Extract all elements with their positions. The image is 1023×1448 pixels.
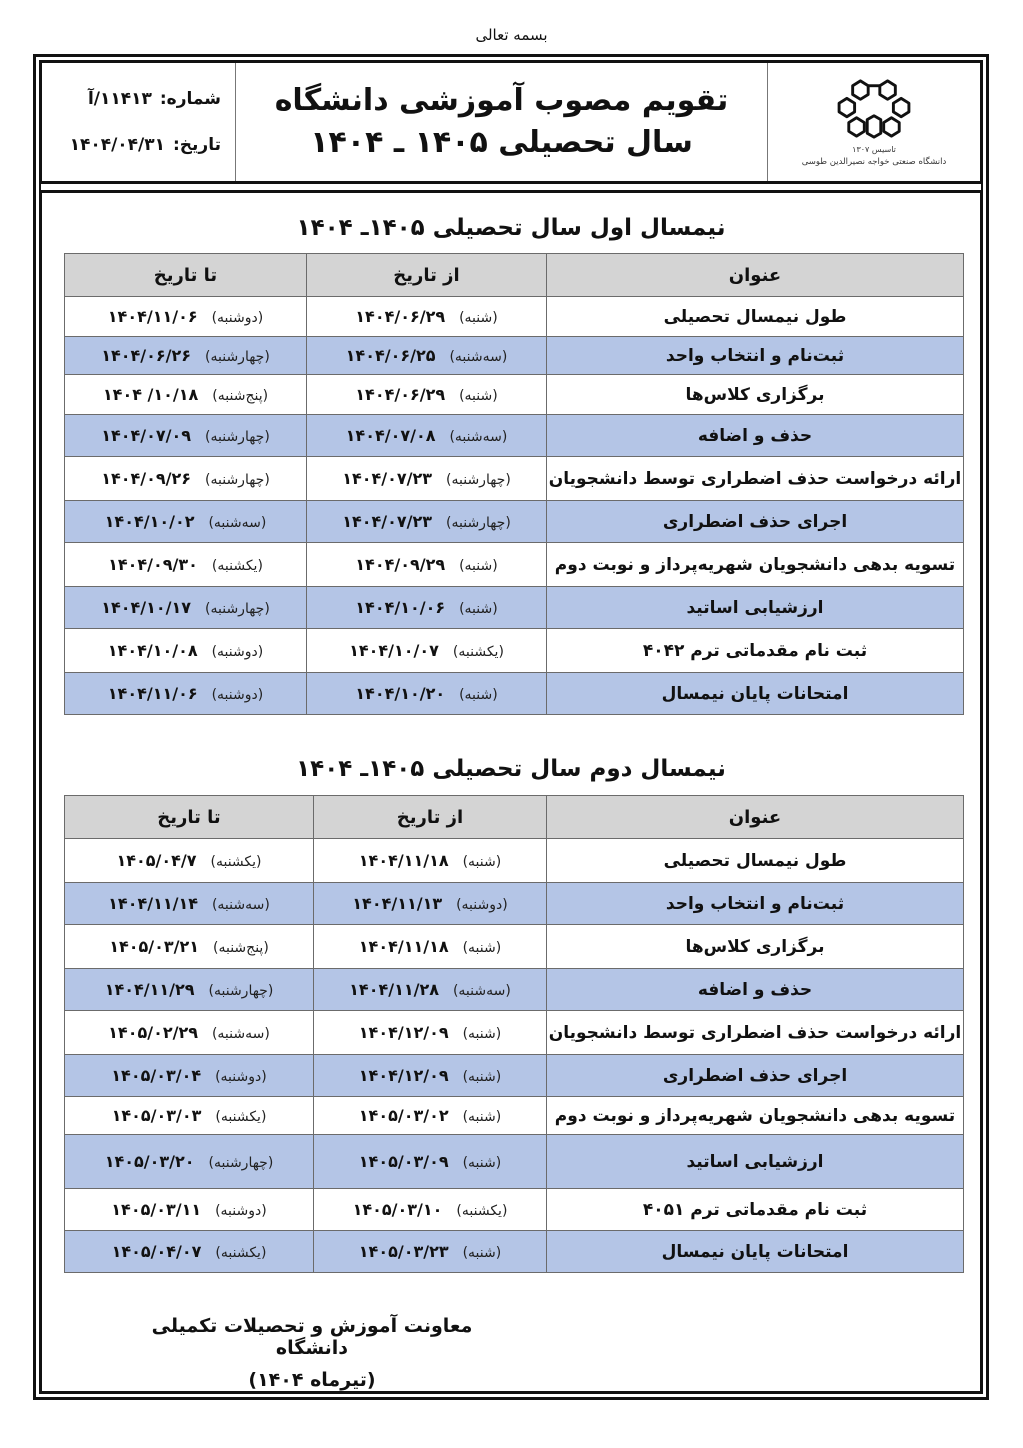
- table-row: [65, 1231, 964, 1273]
- semester1-heading: نیمسال اول سال تحصیلی ۱۴۰۵ـ ۱۴۰۴: [296, 215, 726, 241]
- to-weekday: (یکشنبه): [215, 1245, 267, 1261]
- to-weekday: (چهارشنبه): [205, 601, 270, 617]
- to-weekday: (دوشنبه): [211, 687, 264, 703]
- to-weekday: (چهارشنبه): [208, 1155, 274, 1171]
- to-date: ۱۴۰۴/۱۰/۰۸: [107, 641, 198, 660]
- to-date: ۱۴۰۵/۰۳/۱۱: [111, 1200, 202, 1219]
- to-date-cell: [65, 673, 307, 715]
- table-row: [65, 1055, 964, 1097]
- table-header-row: [65, 254, 964, 297]
- event-title: اجرای حذف اضطراری: [547, 501, 964, 543]
- from-date-cell: [307, 543, 547, 587]
- from-weekday: (دوشنبه): [456, 897, 508, 913]
- to-date: ۱۴۰۴/۱۰/۱۷: [101, 598, 192, 617]
- title-block: [235, 63, 767, 181]
- from-weekday: (چهارشنبه): [446, 515, 511, 531]
- from-date: ۱۴۰۴/۱۱/۲۸: [349, 980, 439, 999]
- calendar-body: [39, 190, 983, 1394]
- from-date-cell: [307, 501, 547, 543]
- table-row: [65, 587, 964, 629]
- column-header-from: از تاریخ: [314, 796, 547, 839]
- from-date-cell: [307, 415, 547, 457]
- number-label: شماره:: [159, 89, 221, 109]
- to-date-cell: [65, 629, 307, 673]
- from-weekday: (شنبه): [462, 1155, 502, 1171]
- from-date: ۱۴۰۴/۱۱/۱۸: [358, 937, 449, 956]
- event-title: ثبت نام مقدماتی ترم ۴۰۴۲: [547, 629, 964, 673]
- table-row: [65, 1011, 964, 1055]
- signature-block: [132, 1315, 492, 1391]
- from-weekday: (شنبه): [462, 1245, 502, 1261]
- to-date-cell: [65, 587, 307, 629]
- table-row: [65, 1189, 964, 1231]
- from-weekday: (یکشنبه): [456, 1203, 508, 1219]
- to-date-cell: [65, 457, 307, 501]
- to-weekday: (دوشنبه): [215, 1069, 267, 1085]
- to-weekday: (دوشنبه): [215, 1203, 267, 1219]
- from-weekday: (شنبه): [462, 1109, 502, 1125]
- from-date: ۱۴۰۵/۰۳/۲۳: [358, 1242, 449, 1261]
- to-date: ۱۴۰۴/۰۹/۳۰: [108, 555, 198, 574]
- event-title: حذف و اضافه: [547, 969, 964, 1011]
- from-weekday: (شنبه): [459, 388, 498, 404]
- table-row: [65, 543, 964, 587]
- from-date-cell: [307, 457, 547, 501]
- table-row: [65, 337, 964, 375]
- from-weekday: (سه‌شنبه): [452, 983, 511, 999]
- from-date: ۱۴۰۴/۱۲/۰۹: [358, 1023, 449, 1042]
- table-row: [65, 629, 964, 673]
- to-date-cell: [65, 1097, 314, 1135]
- to-weekday: (پنج‌شنبه): [212, 388, 269, 404]
- date-label: تاریخ:: [173, 135, 221, 155]
- from-date-cell: [314, 883, 547, 925]
- to-weekday: (چهارشنبه): [205, 429, 270, 445]
- letter-date: [56, 135, 221, 155]
- to-date-cell: [65, 501, 307, 543]
- from-date: ۱۴۰۴/۰۶/۲۵: [345, 346, 436, 365]
- table-row: [65, 457, 964, 501]
- to-weekday: (دوشنبه): [211, 310, 264, 326]
- event-title: حذف و اضافه: [547, 415, 964, 457]
- logo-block: [767, 63, 980, 181]
- to-date: ۱۴۰۵/۰۳/۰۴: [111, 1066, 202, 1085]
- to-weekday: (یکشنبه): [210, 854, 262, 870]
- from-weekday: (شنبه): [462, 854, 502, 870]
- to-date: ۱۴۰۴/۱۱/۱۴: [108, 894, 198, 913]
- from-date-cell: [314, 925, 547, 969]
- to-weekday: (سه‌شنبه): [211, 897, 270, 913]
- event-title: طول نیمسال تحصیلی: [547, 297, 964, 337]
- from-date-cell: [314, 1097, 547, 1135]
- from-date-cell: [314, 839, 547, 883]
- to-date: ۱۴۰۴/۱۰/۰۲: [104, 512, 195, 531]
- from-date-cell: [307, 297, 547, 337]
- to-date-cell: [65, 839, 314, 883]
- meta-block: [42, 63, 235, 181]
- to-date-cell: [65, 1055, 314, 1097]
- from-weekday: (سه‌شنبه): [449, 349, 508, 365]
- from-date: ۱۴۰۴/۱۰/۲۰: [355, 684, 446, 703]
- from-date: ۱۴۰۵/۰۳/۰۹: [358, 1152, 449, 1171]
- signature-line: معاونت آموزش و تحصیلات تکمیلی دانشگاه: [151, 1315, 473, 1359]
- to-date: ۱۴۰۴/۱۱/۰۶: [107, 684, 198, 703]
- top-caption: بسمه تعالی: [475, 26, 548, 44]
- event-title: ثبت‌نام و انتخاب واحد: [547, 337, 964, 375]
- to-weekday: (یکشنبه): [211, 558, 263, 574]
- to-date: ۱۴۰۵/۰۳/۲۰: [104, 1152, 195, 1171]
- to-date-cell: [65, 1135, 314, 1189]
- to-date: ۱۴۰۵/۰۴/۷: [116, 851, 197, 870]
- to-date: ۱۴۰۵/۰۳/۰۳: [111, 1106, 202, 1125]
- from-date: ۱۴۰۴/۱۲/۰۹: [358, 1066, 449, 1085]
- from-date: ۱۴۰۵/۰۳/۰۲: [358, 1106, 449, 1125]
- table-row: [65, 925, 964, 969]
- letter-number: [56, 89, 221, 109]
- to-date-cell: [65, 969, 314, 1011]
- from-date-cell: [307, 673, 547, 715]
- table-row: [65, 297, 964, 337]
- event-title: ارائه درخواست حذف اضطراری توسط دانشجویان: [547, 1011, 964, 1055]
- from-weekday: (شنبه): [459, 558, 498, 574]
- to-date-cell: [65, 1011, 314, 1055]
- event-title: تسویه بدهی دانشجویان شهریه‌پرداز و نوبت دوم: [547, 543, 964, 587]
- from-weekday: (شنبه): [462, 1069, 502, 1085]
- from-date: ۱۴۰۴/۰۷/۲۳: [342, 512, 433, 531]
- to-weekday: (پنج‌شنبه): [213, 940, 269, 956]
- from-date-cell: [307, 337, 547, 375]
- from-date: ۱۴۰۴/۱۰/۰۷: [349, 641, 439, 660]
- column-header-from: از تاریخ: [307, 254, 547, 297]
- logo-established: تاسیس ۱۳۰۷: [852, 145, 896, 154]
- to-date-cell: [65, 1189, 314, 1231]
- to-date-cell: [65, 297, 307, 337]
- from-weekday: (شنبه): [462, 940, 502, 956]
- event-title: تسویه بدهی دانشجویان شهریه‌پرداز و نوبت دوم: [547, 1097, 964, 1135]
- university-name: دانشگاه صنعتی خواجه نصیرالدین طوسی: [801, 157, 947, 167]
- event-title: برگزاری کلاس‌ها: [547, 375, 964, 415]
- to-weekday: (دوشنبه): [211, 644, 264, 660]
- table-row: [65, 375, 964, 415]
- from-date-cell: [307, 587, 547, 629]
- column-header-title: عنوان: [547, 254, 964, 297]
- document-header: [39, 60, 983, 184]
- signature-date: (تیرماه ۱۴۰۴): [248, 1369, 376, 1391]
- from-date: ۱۴۰۴/۰۷/۲۳: [342, 469, 433, 488]
- to-weekday: (سه‌شنبه): [208, 515, 267, 531]
- to-date-cell: [65, 543, 307, 587]
- column-header-to: تا تاریخ: [65, 254, 307, 297]
- table-row: [65, 883, 964, 925]
- to-date: ۱۴۰۴/۱۱/۰۶: [107, 307, 198, 326]
- semester2-table: [64, 795, 964, 1273]
- university-logo-icon: [835, 77, 913, 141]
- to-date: ۱۴۰۴/۰۶/۲۶: [101, 346, 192, 365]
- to-date: ۱۴۰۴/۰۹/۲۶: [101, 469, 192, 488]
- table-row: [65, 501, 964, 543]
- from-date-cell: [307, 629, 547, 673]
- event-title: ثبت نام مقدماتی ترم ۴۰۵۱: [547, 1189, 964, 1231]
- to-date-cell: [65, 375, 307, 415]
- to-weekday: (چهارشنبه): [205, 349, 270, 365]
- table-header-row: [65, 796, 964, 839]
- from-date-cell: [314, 1231, 547, 1273]
- event-title: طول نیمسال تحصیلی: [547, 839, 964, 883]
- to-date: ۱۴۰۵/۰۳/۲۱: [109, 937, 200, 956]
- to-date-cell: [65, 883, 314, 925]
- to-date-cell: [65, 337, 307, 375]
- from-date: ۱۴۰۴/۱۱/۱۸: [358, 851, 449, 870]
- event-title: اجرای حذف اضطراری: [547, 1055, 964, 1097]
- from-weekday: (سه‌شنبه): [449, 429, 508, 445]
- from-date-cell: [314, 1189, 547, 1231]
- academic-year: سال تحصیلی ۱۴۰۵ ـ ۱۴۰۴: [310, 124, 693, 160]
- event-title: ارزشیابی اساتید: [547, 587, 964, 629]
- from-date: ۱۴۰۴/۰۹/۲۹: [355, 555, 446, 574]
- table-row: [65, 839, 964, 883]
- semester2-heading: نیمسال دوم سال تحصیلی ۱۴۰۵ـ ۱۴۰۴: [296, 756, 726, 782]
- from-weekday: (چهارشنبه): [446, 472, 511, 488]
- event-title: ثبت‌نام و انتخاب واحد: [547, 883, 964, 925]
- to-weekday: (یکشنبه): [215, 1109, 267, 1125]
- from-date: ۱۴۰۴/۰۷/۰۸: [345, 426, 436, 445]
- event-title: امتحانات پایان نیمسال: [547, 1231, 964, 1273]
- table-row: [65, 1097, 964, 1135]
- to-date-cell: [65, 1231, 314, 1273]
- to-date: ۱۴۰۴ /۱۰/۱۸: [102, 385, 199, 404]
- to-date: ۱۴۰۴/۰۷/۰۹: [101, 426, 192, 445]
- table-row: [65, 673, 964, 715]
- from-weekday: (شنبه): [462, 1026, 502, 1042]
- event-title: برگزاری کلاس‌ها: [547, 925, 964, 969]
- date-value: ۱۴۰۴/۰۴/۳۱: [69, 135, 165, 155]
- from-date-cell: [314, 1011, 547, 1055]
- to-weekday: (چهارشنبه): [205, 472, 270, 488]
- table-row: [65, 969, 964, 1011]
- from-weekday: (شنبه): [459, 310, 498, 326]
- to-weekday: (سه‌شنبه): [211, 1026, 270, 1042]
- table-row: [65, 1135, 964, 1189]
- from-date: ۱۴۰۵/۰۳/۱۰: [352, 1200, 443, 1219]
- event-title: ارزشیابی اساتید: [547, 1135, 964, 1189]
- from-date-cell: [307, 375, 547, 415]
- table-row: [65, 415, 964, 457]
- to-date: ۱۴۰۴/۱۱/۲۹: [104, 980, 195, 999]
- document-title: تقویم مصوب آموزشی دانشگاه: [274, 82, 729, 118]
- to-weekday: (چهارشنبه): [208, 983, 274, 999]
- from-date-cell: [314, 1135, 547, 1189]
- from-weekday: (شنبه): [459, 601, 498, 617]
- semester1-table: [64, 253, 964, 715]
- to-date: ۱۴۰۵/۰۲/۲۹: [108, 1023, 198, 1042]
- from-date: ۱۴۰۴/۰۶/۲۹: [355, 307, 446, 326]
- from-date-cell: [314, 969, 547, 1011]
- from-weekday: (شنبه): [459, 687, 498, 703]
- to-date-cell: [65, 925, 314, 969]
- from-date-cell: [314, 1055, 547, 1097]
- from-weekday: (یکشنبه): [452, 644, 504, 660]
- number-value: ۱۱۴۱۳/آ: [87, 89, 152, 109]
- from-date: ۱۴۰۴/۱۱/۱۳: [352, 894, 443, 913]
- to-date: ۱۴۰۵/۰۴/۰۷: [111, 1242, 202, 1261]
- event-title: ارائه درخواست حذف اضطراری توسط دانشجویان: [547, 457, 964, 501]
- to-date-cell: [65, 415, 307, 457]
- column-header-title: عنوان: [547, 796, 964, 839]
- from-date: ۱۴۰۴/۱۰/۰۶: [355, 598, 446, 617]
- from-date: ۱۴۰۴/۰۶/۲۹: [355, 385, 446, 404]
- event-title: امتحانات پایان نیمسال: [547, 673, 964, 715]
- column-header-to: تا تاریخ: [65, 796, 314, 839]
